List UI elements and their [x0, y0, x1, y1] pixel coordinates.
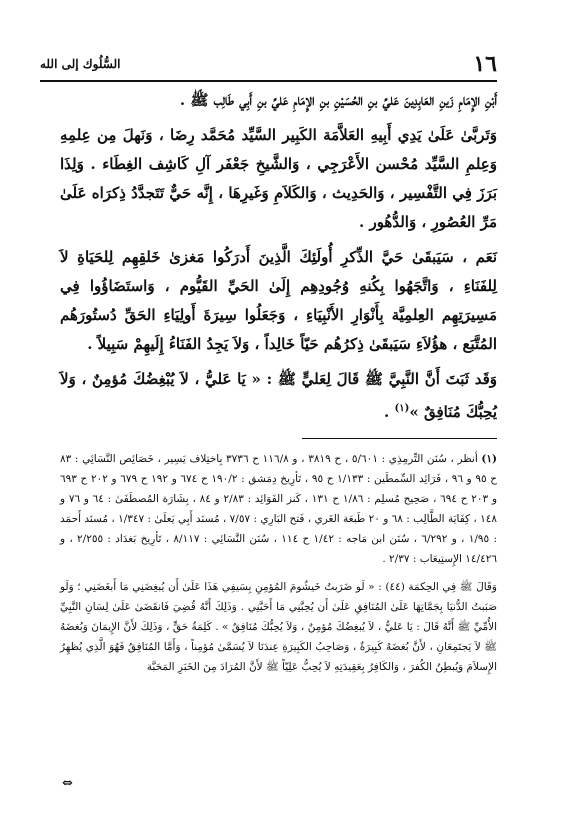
page-header [40, 50, 497, 80]
footnote-text: وَقَالَ ﷺ فِي الحِكمَة (٤٤) : « لَو ضَرَبتُ خَيشُومَ المُؤمِنِ بِسَيفِي هَذَا عَلَىٰ أَن يُبغِضَنِي مَا أَبغَضَنِي ؛ وَلَو صَبَبتُ الدُّنيَا بِجَمَّاتِهَا عَلَىٰ المُنَافِقِ عَلَىٰ أَن يُحِبَّنِي مَا أَحَبَّنِي . وَذَلِكَ أَنَّهُ قُضِيَ فَانقَضَىٰ عَلَىٰ لِسَانِ النَّبِيِّ الأُمِّيِّ ﷺ أَنَّهُ قَالَ : يَا عَليُّ ، لاَ يُبغِضُكَ مُؤمِنٌ ، وَلاَ يُحِبُّكَ مُنَافِقٌ » . كَلِمَةُ حَقٍّ ، وَذَلِكَ لأَنَّ الإِيمَانَ وَبُغضَهُ ﷺ لاَ يَجتَمِعَانِ ، لأَنَّ بُغضَهُ كَبِيرَةٌ ، وَصَاحِبُ الكَبِيرَةِ عِندَنَا لاَ يُسَمَّىٰ مُؤمِناً ، وَأَمَّا المُنَافِقُ فَهُوَ الَّذِي يُظهِرُ الإِسلاَمَ وَيُبطِنُ الكُفرَ ، وَالكَافِرُ بِعَقِيدَتِهِ لاَ يُحِبُّ عَلِيّاً ﷺ لأَنَّ المُرَادَ مِنَ الخَبَرِ المَحَبَّة [60, 581, 497, 673]
paragraph-tail: . [384, 403, 395, 421]
paragraph: نَعَم ، سَيَبقَىٰ حَيَّ الذِّكرِ أُولَئِكَ الَّذِينَ أَدرَكُوا مَغزىٰ خَلقِهِم لِلحَيَاةِ لاَ لِلفَنَاءِ ، وَاتَّجَهُوا بِكُنهِ وُجُودِهِم إِلَىٰ الحَيِّ القَيُّوم ، وَاستَضَاؤُوا فِي مَسِيرَتِهِم العِلمِيَّة بِأَنْوَارِ الأَنْبِيَاءِ ، وَجَعَلُوا سِيرَةَ أَولِيَاءِ الحَقِّ دُستُورَهُم المُتَّبَع ، هؤُلاَءِ سَيَبقَىٰ ذِكرُهُم حَيّاً خَالِداً ، وَلاَ يَجِدُ الفَنَاءُ إِلَيهِمْ سَبِيلاً . [60, 248, 497, 353]
paragraph: أَبْنِ الإِمَامِ زَينِ العَابِدِينَ عَليِّ بنِ الحُسَيْنِ بنِ الإِمَامِ عَليِّ بنِ أَبِي طَالِب ﷺ . [179, 91, 497, 109]
footnote [60, 449, 497, 569]
footnotes [60, 449, 497, 677]
paragraph: وَتَربَّىٰ عَلَىٰ يَدِي أَبِيهِ العَلاَّمَة الكَبِير السَّيِّد مُحَمَّد رِضَا ، وَنَهلَ مِن عِلمِهِ وَعِلمِ السَّيِّد مُحْسن الأَعْرَجِي ، وَالشَّيخِ جَعْفَر آلِ كَاشِف الغِطَاء . وَلِذَا بَرَزَ فِي التَّفْسِير ، وَالحَدِيث ، وَالكَلاَمِ وَغَيرِهَا ، إِنَّه حَيٌّ تَتَجدَّدُ ذِكرَاه عَلَىٰ مَرِّ العُصُورِ ، وَالدُّهُور . [60, 126, 497, 231]
hadith-quote: « يَا عَليُّ ، لاَ يُبْغِضُكَ مُؤمِنٌ ، وَلاَ يُحِبُّكَ مُنَافِقٌ » [60, 370, 497, 421]
running-title: السُّلُوك إلى الله [40, 57, 121, 71]
main-text [60, 86, 497, 427]
paragraph [60, 365, 497, 427]
paragraph-lead: وَقَد ثَبَتَ أَنَّ النَّبِيَّ ﷺ قَالَ لِعَليٍّ ﷺ : [260, 370, 497, 388]
header-rule [40, 80, 497, 82]
footnote-separator [302, 438, 497, 439]
footnote-reference: (١) [394, 403, 410, 414]
continuation-arrow-icon: ⇔ [62, 776, 73, 791]
footnote-number: (١) [481, 453, 497, 465]
footnote-continuation [60, 577, 497, 677]
footnote-text: أنظر ، سُنَن التِّرمِذِي : ٥/٦٠١ ، ح ٣٨١٩ ، و ١١٦/٨ ح ٣٧٣٦ بِاختِلاف يَسِير ، خَصَائِص النَّسَائِي : ٨٣ ح ٩٥ و ٩٦ ، فَرَائِد السِّمطَين : ١/١٣٣ ح ٩٥ ، تَأرِيخ دِمَشق : ١٩٠/٢ ح ٦٧٤ و ١٩٢ ح ٦٧٩ و ٢٠٢ ح ٦٩٣ و ٢٠٣ ح ٦٩٤ ، صَحِيح مُسلِم : ١/٨٦ ح ١٣١ ، كَنز الفَوَائِد : ٢/٨٣ و ٨٤ ، بِشَارَة المُصطَفَىٰ : ٦٤ و ٧٦ و ١٤٨ ، كِفَايَة الطَّالِب : ٦٨ و ٢٠ طَبعَة الغَري ، فَتح البَارِي : ٧/٥٧ ، مُسنَد أَبِي يَعلَىٰ : ١/٣٤٧ ، مُسنَد أَحمَد : ١/٩٥ ، و ٦/٢٩٢ ، سُنَن ابن مَاجه : ١/٤٢ ح ١١٤ ، سُنَن النَّسَائِي : ٨/١١٧ ، تَأرِيخ بَغدَاد : ٢/٢٥٥ ، و ١٤/٤٢٦ الإِستِيعَاب : ٢/٣٧ . [60, 453, 498, 565]
page-number: ١٦ [473, 51, 497, 77]
